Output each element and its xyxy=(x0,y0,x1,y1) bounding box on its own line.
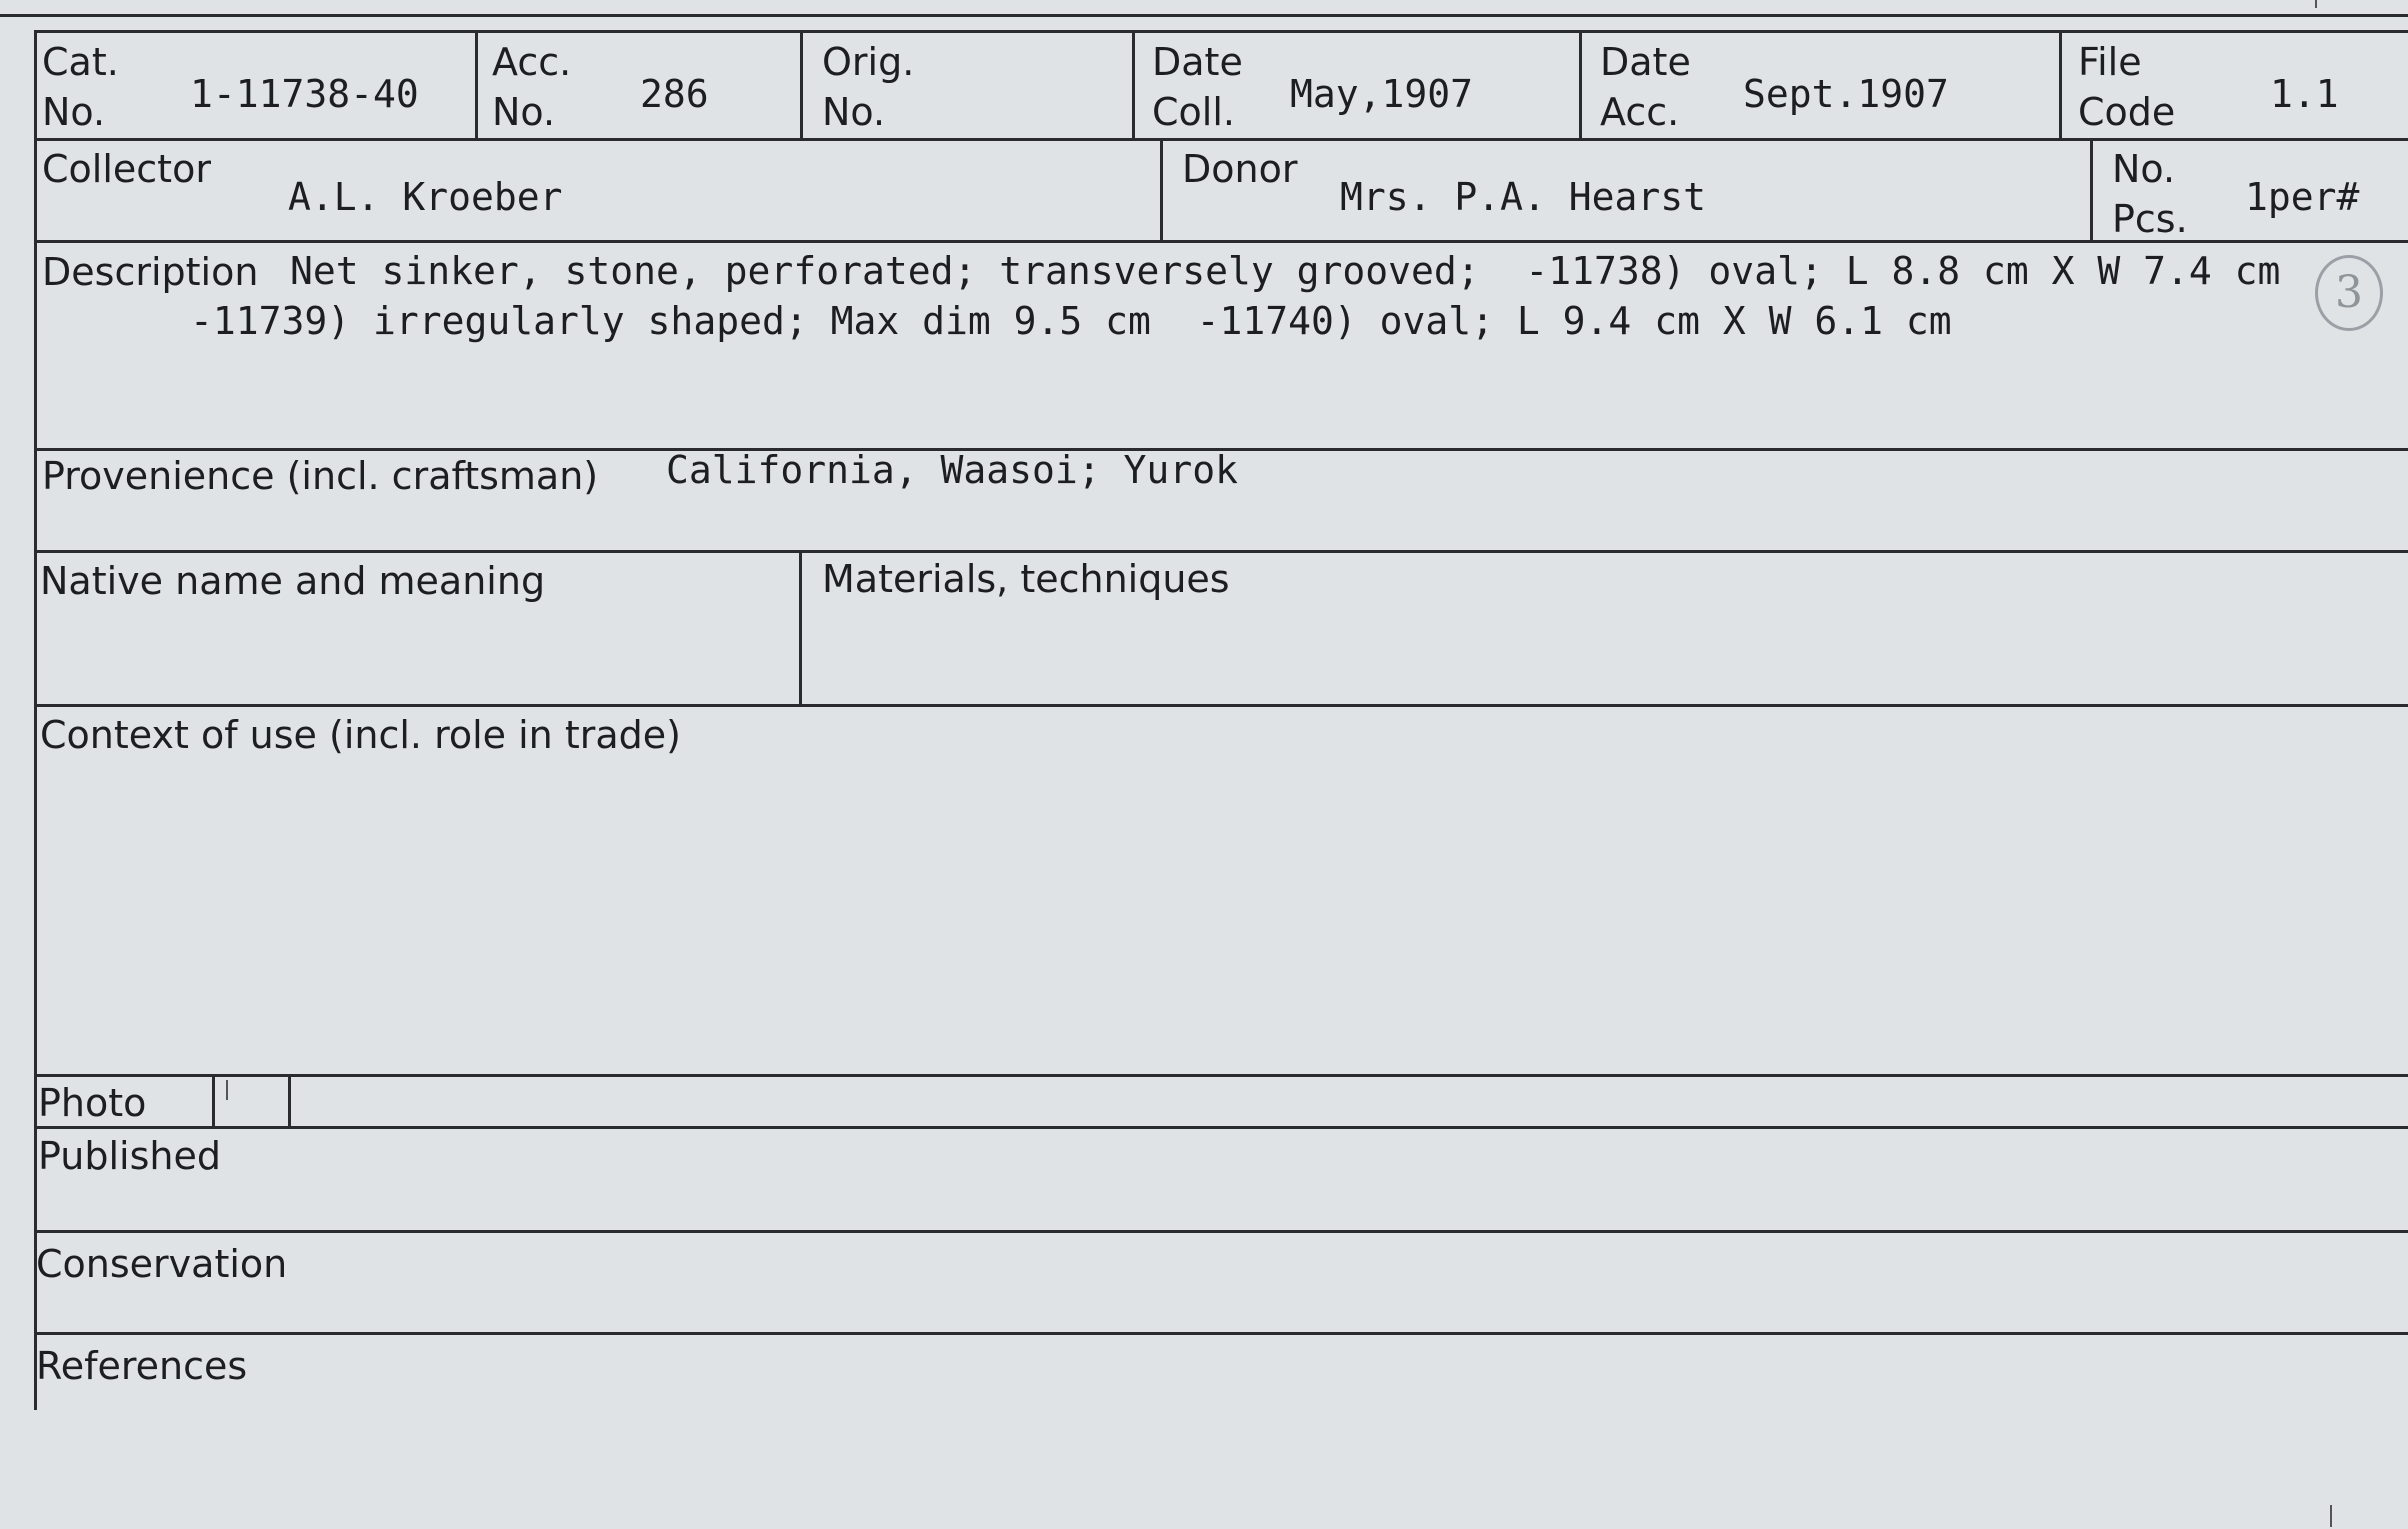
acc-label-line1: Acc. xyxy=(492,40,572,84)
description-value: Net sinker, stone, perforated; transversely grooved; -11738) oval; L 8.8 cm X W 7.4 cm -11739) irregularly shaped; Max dim 9.5 cm -11740) oval; L 9.4 cm X W 6.1 cm xyxy=(190,249,2327,343)
photo-top-rule xyxy=(36,1074,2408,1077)
acc-number-value: 286 xyxy=(640,72,709,116)
references-label: References xyxy=(36,1344,248,1388)
header-bottom-rule xyxy=(36,138,2408,141)
date-coll-label-line1: Date xyxy=(1152,40,1243,84)
conservation-label: Conservation xyxy=(36,1242,288,1286)
published-label: Published xyxy=(38,1134,221,1178)
circled-number-note: 3 xyxy=(2315,255,2383,331)
photo-bottom-rule xyxy=(36,1126,2408,1129)
conservation-bottom-rule xyxy=(36,1332,2408,1335)
collector-label: Collector xyxy=(42,147,211,191)
donor-value: Mrs. P.A. Hearst xyxy=(1340,175,1707,219)
dateacc-filecode-divider xyxy=(2059,30,2062,140)
date-acc-label-line2: Acc. xyxy=(1600,90,1680,134)
provenience-label: Provenience (incl. craftsman) xyxy=(42,454,599,498)
photo-box-divider-1 xyxy=(212,1074,215,1128)
collector-donor-divider xyxy=(1160,138,1163,242)
left-border xyxy=(34,30,37,1410)
provenience-bottom-rule xyxy=(36,550,2408,553)
materials-label: Materials, techniques xyxy=(822,557,1230,601)
collector-value: A.L. Kroeber xyxy=(288,175,563,219)
pieces-label-line2: Pcs. xyxy=(2112,197,2188,241)
cat-acc-divider xyxy=(475,30,478,140)
acc-label-line2: No. xyxy=(492,90,556,134)
cat-number-value: 1-11738-40 xyxy=(190,72,419,116)
file-code-value: 1.1 xyxy=(2270,72,2339,116)
orig-datecoll-divider xyxy=(1132,30,1135,140)
photo-box-divider-2 xyxy=(288,1074,291,1128)
orig-label-line1: Orig. xyxy=(822,40,915,84)
corner-mark-bottom xyxy=(2330,1505,2332,1527)
published-bottom-rule xyxy=(36,1230,2408,1233)
corner-mark-top xyxy=(2315,0,2317,8)
datecoll-dateacc-divider xyxy=(1579,30,1582,140)
file-code-label-line2: Code xyxy=(2078,90,2176,134)
donor-pieces-divider xyxy=(2090,138,2093,242)
provenience-value: California, Waasoi; Yurok xyxy=(666,448,1238,492)
date-coll-label-line2: Coll. xyxy=(1152,90,1235,134)
collector-bottom-rule xyxy=(36,240,2408,243)
date-accessioned-value: Sept.1907 xyxy=(1743,72,1949,116)
native-name-label: Native name and meaning xyxy=(40,559,546,603)
donor-label: Donor xyxy=(1182,147,1298,191)
photo-label: Photo xyxy=(38,1081,147,1125)
native-materials-divider xyxy=(799,550,802,706)
photo-box-tick xyxy=(226,1080,228,1100)
date-collected-value: May,1907 xyxy=(1290,72,1474,116)
pieces-label-line1: No. xyxy=(2112,147,2176,191)
header-top-rule xyxy=(36,30,2408,33)
native-name-bottom-rule xyxy=(36,704,2408,707)
pieces-value: 1per# xyxy=(2245,175,2360,219)
date-acc-label-line1: Date xyxy=(1600,40,1691,84)
acc-orig-divider xyxy=(800,30,803,140)
cat-label-line1: Cat. xyxy=(42,40,119,84)
context-of-use-label: Context of use (incl. role in trade) xyxy=(40,713,681,757)
orig-label-line2: No. xyxy=(822,90,886,134)
top-edge-rule xyxy=(0,14,2408,17)
file-code-label-line1: File xyxy=(2078,40,2142,84)
description-label: Description xyxy=(42,250,259,294)
cat-label-line2: No. xyxy=(42,90,106,134)
